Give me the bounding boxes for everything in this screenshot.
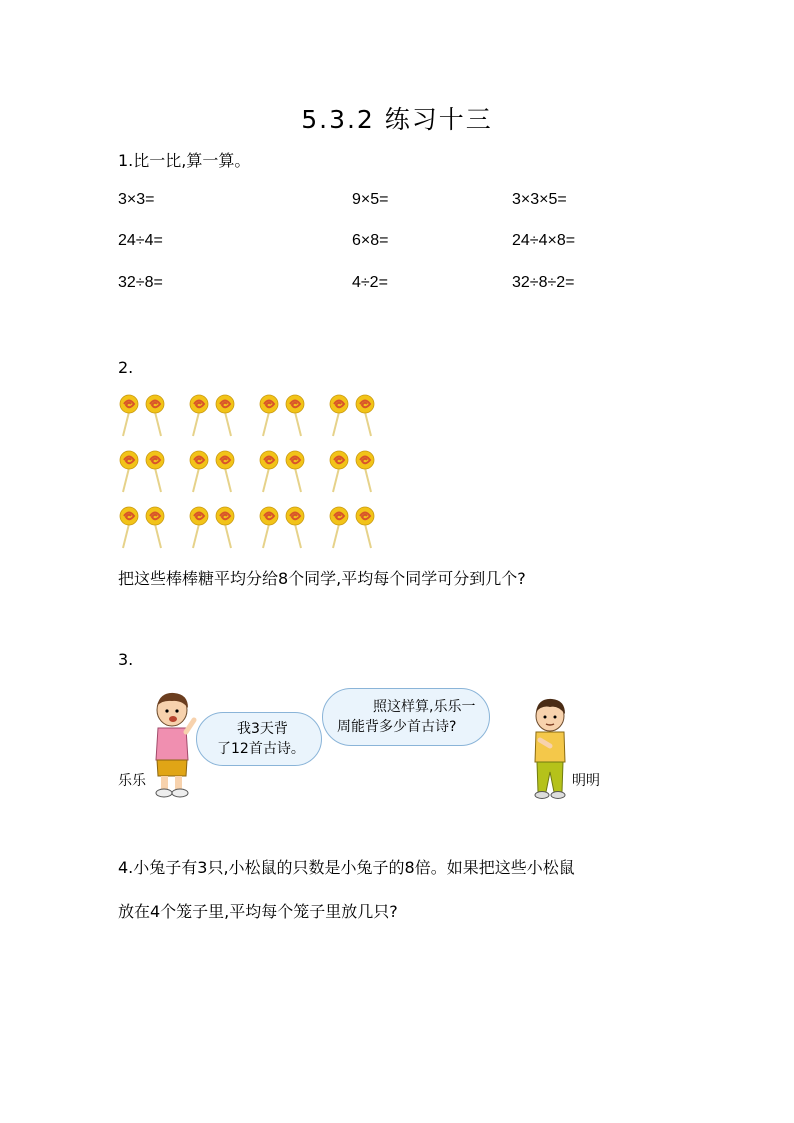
lollipop-icon: [354, 394, 376, 438]
q1-cell: 9×5=: [352, 191, 389, 208]
lollipop-icon: [258, 506, 280, 550]
lollipop-icon: [354, 506, 376, 550]
lollipop-icon: [258, 450, 280, 494]
question-2-text: 把这些棒棒糖平均分给8个同学,平均每个同学可分到几个?: [118, 569, 526, 588]
lollipop-icon: [328, 394, 350, 438]
q1-cell: 4÷2=: [352, 274, 388, 291]
lollipop-icon: [214, 506, 236, 550]
lollipop-icon: [284, 450, 306, 494]
question-1-prompt: 1.比一比,算一算。: [118, 151, 251, 170]
lollipop-icon: [284, 506, 306, 550]
question-4-line2: 放在4个笼子里,平均每个笼子里放几只?: [118, 902, 398, 921]
q1-cell: 32÷8÷2=: [512, 274, 575, 291]
q1-cell: 3×3×5=: [512, 191, 567, 208]
lollipop-icon: [118, 394, 140, 438]
mingming-speech-line2: 周能背多少首古诗?: [337, 719, 457, 735]
lollipop-icon: [188, 506, 210, 550]
lele-speech-line1: 我3天背: [237, 721, 288, 737]
question-4-line1: 4.小兔子有3只,小松鼠的只数是小兔子的8倍。如果把这些小松鼠: [118, 858, 575, 877]
boy-mingming-illustration: [528, 696, 574, 801]
lollipop-icon: [144, 394, 166, 438]
question-3-number: 3.: [118, 650, 134, 669]
q1-cell: 32÷8=: [118, 274, 163, 291]
lollipop-icon: [328, 506, 350, 550]
lollipop-icon: [328, 450, 350, 494]
mingming-name-label: 明明: [572, 773, 600, 789]
lollipop-icon: [188, 394, 210, 438]
lele-speech-bubble: [196, 712, 322, 766]
question-2-number: 2.: [118, 358, 134, 377]
lollipop-icon: [354, 450, 376, 494]
page-title: 5.3.2 练习十三: [301, 105, 493, 134]
lele-name-label: 乐乐: [118, 773, 146, 789]
lollipop-icon: [144, 506, 166, 550]
lollipop-icon: [118, 450, 140, 494]
q1-cell: 24÷4=: [118, 232, 163, 249]
mingming-speech-bubble: [322, 688, 490, 746]
lollipop-icon: [118, 506, 140, 550]
q1-cell: 3×3=: [118, 191, 155, 208]
q1-cell: 24÷4×8=: [512, 232, 576, 249]
lollipop-icon: [214, 450, 236, 494]
mingming-speech-line1: 照这样算,乐乐一: [373, 699, 476, 715]
lollipop-icon: [258, 394, 280, 438]
lollipop-icon: [144, 450, 166, 494]
lollipop-icon: [284, 394, 306, 438]
boy-lele-illustration: [148, 690, 198, 800]
q1-cell: 6×8=: [352, 232, 389, 249]
lollipop-icon: [214, 394, 236, 438]
lele-speech-line2: 了12首古诗。: [217, 741, 305, 757]
lollipop-icon: [188, 450, 210, 494]
lollipop-grid: [118, 394, 398, 544]
